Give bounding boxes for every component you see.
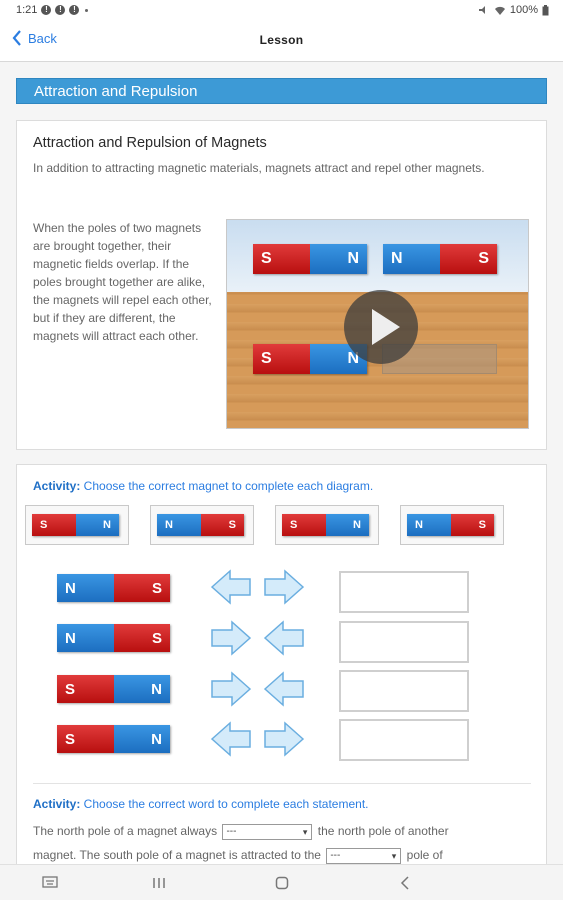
magnet-pole: N: [326, 514, 370, 536]
statement-line: [33, 845, 533, 864]
magnet-pole: N: [114, 675, 171, 703]
magnet-pole: N: [383, 244, 440, 274]
activity-label: [33, 479, 373, 493]
magnet-pole: S: [440, 244, 497, 274]
status-left: [16, 4, 88, 16]
battery-level: 100%: [509, 4, 538, 16]
notification-icon: !: [55, 5, 65, 15]
lesson-content[interactable]: [0, 62, 563, 864]
magnet-pole: N: [157, 514, 201, 536]
back-label: Back: [28, 30, 57, 46]
magnet-choice[interactable]: [25, 505, 129, 545]
magnet-pole: N: [76, 514, 120, 536]
magnet-pole: S: [282, 514, 326, 536]
statement-text: the north pole of another: [317, 824, 449, 838]
magnet-pole: N: [114, 725, 171, 753]
word-select[interactable]: --- ▾: [222, 824, 312, 840]
arrow-right-icon: [210, 620, 252, 656]
answer-drop-zone[interactable]: [339, 621, 469, 663]
back-nav-icon[interactable]: [400, 876, 410, 890]
divider: [33, 783, 531, 784]
arrow-right-icon: [263, 721, 305, 757]
status-bar: [0, 0, 563, 20]
battery-icon: [542, 5, 549, 16]
activity-instructions: Choose the correct word to complete each statement.: [80, 797, 369, 811]
magnet-pole: S: [114, 624, 171, 652]
diagram-magnet: [57, 675, 170, 703]
diagram-magnet: [57, 574, 170, 602]
answer-drop-zone[interactable]: [339, 670, 469, 712]
statement-text: magnet. The south pole of a magnet is attracted to the: [33, 848, 321, 862]
choice-magnet: [32, 514, 119, 536]
recent-apps-icon[interactable]: [152, 877, 166, 889]
activity-prefix: Activity:: [33, 797, 81, 811]
nav-header: [0, 20, 563, 62]
magnet-pole: N: [310, 344, 367, 374]
statement-line: [33, 821, 533, 841]
activity-card: [16, 464, 547, 864]
arrow-left-icon: [263, 671, 305, 707]
more-notifications-icon: [85, 9, 88, 12]
statement-text: The north pole of a magnet always: [33, 824, 218, 838]
statement-text: pole of: [406, 848, 443, 862]
video-magnet: [383, 244, 497, 274]
magnet-choice[interactable]: [400, 505, 504, 545]
magnet-pole: S: [57, 675, 114, 703]
lesson-body: When the poles of two magnets are brought together, their magnetic fields overlap. If the poles brought together are alike, the magnets will repel each other, but if they are different, the magnets will attract each other.: [33, 221, 212, 343]
home-icon[interactable]: [275, 876, 289, 890]
status-time: 1:21: [16, 4, 38, 16]
choice-magnet: [407, 514, 494, 536]
play-icon[interactable]: [344, 290, 418, 364]
arrow-left-icon: [263, 620, 305, 656]
mute-icon: [478, 5, 490, 15]
system-nav-bar: [0, 864, 563, 900]
magnet-pole: N: [57, 624, 114, 652]
video-magnet: [253, 244, 367, 274]
diagram-magnet: [57, 725, 170, 753]
magnet-pole: S: [57, 725, 114, 753]
magnet-pole: S: [201, 514, 245, 536]
diagram-magnet: [57, 624, 170, 652]
activity-instructions: Choose the correct magnet to complete each diagram.: [80, 479, 374, 493]
arrow-left-icon: [210, 569, 252, 605]
arrow-left-icon: [210, 721, 252, 757]
magnet-pole: N: [407, 514, 451, 536]
magnet-pole: N: [57, 574, 114, 602]
magnet-choice[interactable]: [275, 505, 379, 545]
video-player[interactable]: [226, 219, 529, 429]
notification-icon: !: [69, 5, 79, 15]
wifi-icon: [494, 5, 506, 15]
lesson-title: Attraction and Repulsion of Magnets: [33, 135, 267, 151]
answer-drop-zone[interactable]: [339, 719, 469, 761]
activity-prefix: Activity:: [33, 479, 81, 493]
arrow-right-icon: [263, 569, 305, 605]
lesson-intro: In addition to attracting magnetic materials, magnets attract and repel other magnets.: [33, 161, 485, 175]
keyboard-icon[interactable]: [42, 876, 58, 890]
magnet-pole: S: [253, 344, 310, 374]
lesson-card: [16, 120, 547, 450]
choice-magnet: [157, 514, 244, 536]
magnet-pole: S: [32, 514, 76, 536]
status-right: [478, 4, 549, 16]
page-title: Lesson: [259, 33, 304, 47]
magnet-pole: N: [310, 244, 367, 274]
notification-icon: !: [41, 5, 51, 15]
magnet-pole: S: [114, 574, 171, 602]
section-header: Attraction and Repulsion: [16, 78, 547, 104]
magnet-pole: S: [253, 244, 310, 274]
choice-magnet: [282, 514, 369, 536]
arrow-right-icon: [210, 671, 252, 707]
magnet-pole: S: [451, 514, 495, 536]
answer-drop-zone[interactable]: [339, 571, 469, 613]
activity-label: [33, 797, 369, 811]
magnet-choice[interactable]: [150, 505, 254, 545]
word-select[interactable]: --- ▾: [326, 848, 401, 864]
